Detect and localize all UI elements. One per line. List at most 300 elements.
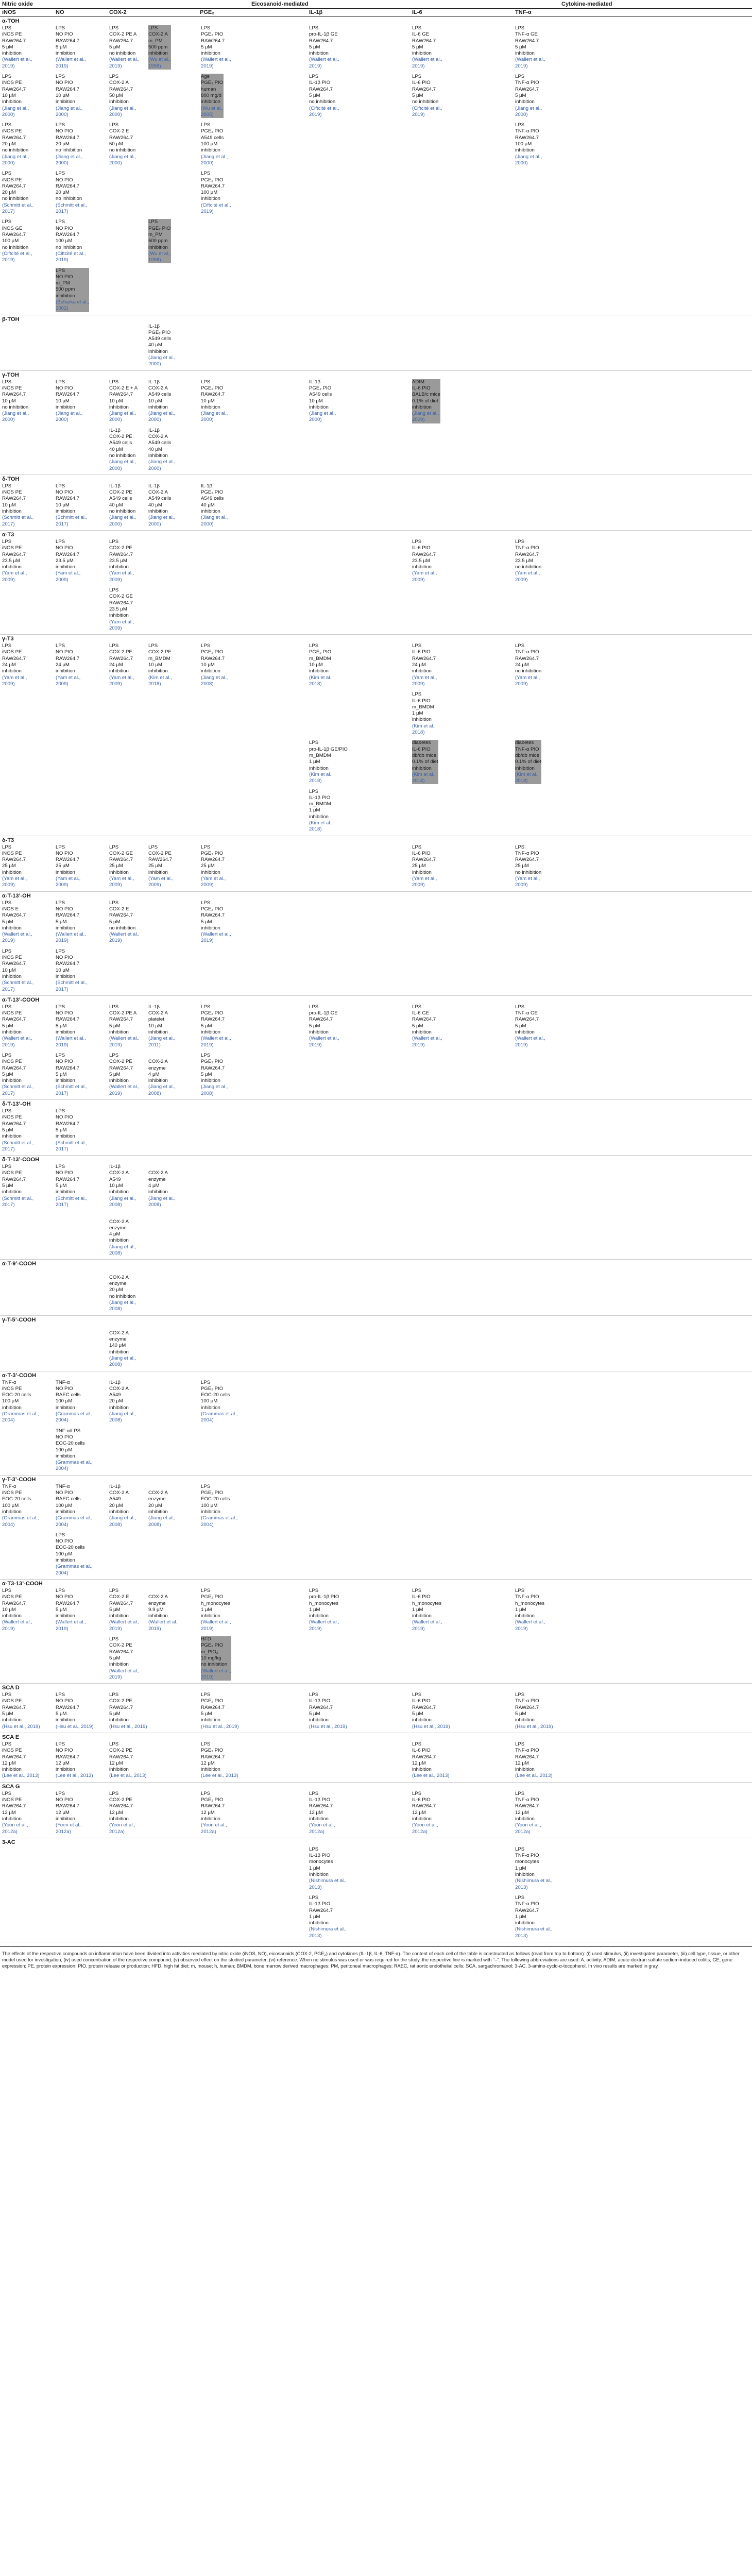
cell-line: LPS bbox=[56, 171, 65, 177]
reference-link[interactable]: 2000) bbox=[201, 160, 214, 166]
cell-line: RAW264.7 bbox=[412, 655, 436, 662]
cell-line: 10 mg/kg bbox=[201, 1655, 221, 1661]
reference-link[interactable]: 2012a) bbox=[412, 1828, 428, 1835]
cell-line: LPS bbox=[201, 25, 211, 31]
reference-link[interactable]: 2000) bbox=[309, 417, 322, 423]
reference-link[interactable]: (Wallert et al., bbox=[201, 1668, 231, 1674]
cell-line: 12 μM bbox=[201, 1760, 215, 1766]
reference-link[interactable]: (Jiang et al., bbox=[56, 411, 83, 417]
reference-link[interactable]: (Wallert et al., bbox=[56, 1619, 86, 1625]
reference-link[interactable]: 2019) bbox=[201, 1625, 214, 1632]
reference-link[interactable]: (Wallert et al., bbox=[309, 1619, 339, 1625]
reference-link[interactable]: 2009) bbox=[515, 681, 528, 687]
cell-line: 20 μM bbox=[109, 1502, 123, 1509]
reference-link[interactable]: (Nishimura et al., bbox=[515, 1878, 553, 1884]
reference-link[interactable]: (Wallert et al., bbox=[148, 1619, 179, 1625]
reference-link[interactable]: 2004) bbox=[56, 1417, 69, 1423]
reference-link[interactable]: 2012a) bbox=[201, 1828, 216, 1835]
reference-link[interactable]: 2017) bbox=[2, 1201, 15, 1208]
reference-link[interactable]: 2005) bbox=[201, 111, 214, 117]
reference-link[interactable]: 2019) bbox=[2, 1042, 15, 1048]
reference-link[interactable]: (Hsu et al., 2019) bbox=[412, 1723, 450, 1730]
reference-link[interactable]: 2009) bbox=[148, 882, 161, 888]
reference-link[interactable]: (Jiang et al., bbox=[148, 1036, 176, 1042]
reference-link[interactable]: (Wallert et al., bbox=[412, 1619, 442, 1625]
reference-link[interactable]: (Wu et al., bbox=[201, 105, 224, 111]
reference-link[interactable]: 2013) bbox=[515, 1933, 528, 1939]
reference-link[interactable]: (Yoon et al., bbox=[2, 1822, 28, 1828]
reference-link[interactable]: (Jiang et al., bbox=[56, 154, 83, 160]
reference-link[interactable]: 2000) bbox=[201, 417, 214, 423]
reference-link[interactable]: 2019) bbox=[2, 257, 15, 263]
reference-link[interactable]: (Yam et al., bbox=[2, 674, 27, 681]
reference-link[interactable]: 2019) bbox=[412, 111, 425, 117]
reference-link[interactable]: 2008) bbox=[109, 1201, 122, 1208]
reference-link[interactable]: (Jiang et al., bbox=[2, 154, 29, 160]
reference-link[interactable]: (Wu et al., bbox=[148, 57, 171, 63]
reference-link[interactable]: 2011) bbox=[148, 1042, 161, 1048]
reference-link[interactable]: (Hsu et al., 2019) bbox=[56, 1723, 94, 1730]
reference-link[interactable]: 2019) bbox=[56, 63, 69, 69]
reference-link[interactable]: 2018) bbox=[148, 681, 161, 687]
reference-link[interactable]: 2019) bbox=[56, 1625, 69, 1632]
reference-link[interactable]: (Grammas et al., bbox=[2, 1411, 39, 1417]
reference-link[interactable]: (Hsu et al., 2019) bbox=[2, 1723, 40, 1730]
reference-link[interactable]: 2000) bbox=[109, 111, 122, 117]
reference-link[interactable]: 2017) bbox=[56, 1090, 69, 1096]
reference-link[interactable]: 2009) bbox=[56, 882, 69, 888]
reference-link[interactable]: 2009) bbox=[412, 417, 425, 423]
reference-link[interactable]: (Jiang et al., bbox=[148, 459, 176, 465]
reference-link[interactable]: (Wallert et al., bbox=[412, 57, 442, 63]
reference-link[interactable]: (Wallert et al., bbox=[56, 57, 86, 63]
reference-link[interactable]: 2000) bbox=[2, 160, 15, 166]
reference-link[interactable]: (Jiang et al., bbox=[201, 411, 228, 417]
reference-link[interactable]: 2009) bbox=[515, 577, 528, 583]
reference-link[interactable]: 2000) bbox=[109, 465, 122, 471]
reference-link[interactable]: 2019) bbox=[412, 1042, 425, 1048]
reference-link[interactable]: 2018) bbox=[412, 778, 425, 784]
reference-link[interactable]: (Wallert et al., bbox=[201, 57, 231, 63]
table-cell bbox=[148, 1004, 175, 1048]
reference-link[interactable]: (Yam et al., bbox=[56, 674, 81, 681]
reference-link[interactable]: 2008) bbox=[201, 681, 214, 687]
reference-link[interactable]: 2019) bbox=[2, 1625, 15, 1632]
reference-link[interactable]: 2000) bbox=[56, 160, 69, 166]
cell-line: IL-1β bbox=[201, 483, 213, 489]
table-cell bbox=[109, 1741, 147, 1780]
reference-link[interactable]: 2004) bbox=[2, 1417, 15, 1423]
reference-link[interactable]: 2009) bbox=[412, 882, 425, 888]
reference-link[interactable]: (Jiang et al., bbox=[309, 411, 336, 417]
reference-link[interactable]: (Grammas et al., bbox=[56, 1460, 93, 1466]
reference-link[interactable]: 2018) bbox=[412, 730, 425, 736]
reference-link[interactable]: 2017) bbox=[2, 521, 15, 527]
reference-link[interactable]: (Yam et al., bbox=[515, 876, 540, 882]
reference-link[interactable]: (Wallert et al., bbox=[201, 1036, 231, 1042]
reference-link[interactable]: (Wallert et al., bbox=[201, 1619, 231, 1625]
reference-link[interactable]: 2009) bbox=[56, 681, 69, 687]
reference-link[interactable]: 2002) bbox=[56, 306, 69, 312]
reference-link[interactable]: (Lee et al., 2013) bbox=[515, 1773, 553, 1779]
reference-link[interactable]: (Wallert et al., bbox=[56, 1036, 86, 1042]
reference-link[interactable]: (Jiang et al., bbox=[148, 1195, 176, 1201]
reference-link[interactable]: (Yam et al., bbox=[109, 619, 134, 625]
reference-link[interactable]: (Lee et al., 2013) bbox=[56, 1773, 93, 1779]
reference-link[interactable]: (Jiang et al., bbox=[109, 1195, 136, 1201]
reference-link[interactable]: 2009) bbox=[412, 681, 425, 687]
reference-link[interactable]: (Ciftcité et al., bbox=[412, 105, 442, 111]
reference-link[interactable]: (Kim et al., bbox=[309, 674, 333, 681]
reference-link[interactable]: 2009) bbox=[56, 577, 69, 583]
reference-link[interactable]: 2000) bbox=[2, 111, 15, 117]
reference-link[interactable]: (Jiang et al., bbox=[148, 411, 176, 417]
reference-link[interactable]: 2008) bbox=[201, 1090, 214, 1096]
reference-link[interactable]: (Grammas et al., bbox=[56, 1515, 93, 1521]
cell-line: RAW264.7 bbox=[412, 551, 436, 557]
reference-link[interactable]: (Yam et al., bbox=[515, 570, 540, 577]
reference-link[interactable]: (Wallert et al., bbox=[109, 1036, 140, 1042]
reference-link[interactable]: 2018) bbox=[309, 826, 322, 833]
reference-link[interactable]: (Jiang et al., bbox=[148, 515, 176, 521]
cell-line: 10 μM bbox=[56, 92, 70, 98]
reference-link[interactable]: (Yam et al., bbox=[412, 876, 437, 882]
reference-link[interactable]: (Jiang et al., bbox=[109, 1411, 136, 1417]
reference-link[interactable]: 2013) bbox=[309, 1933, 322, 1939]
reference-link[interactable]: 2009) bbox=[2, 577, 15, 583]
reference-link[interactable]: (Wallert et al., bbox=[56, 931, 86, 938]
reference-link[interactable]: 2019) bbox=[309, 1625, 322, 1632]
reference-link[interactable]: 2000) bbox=[109, 417, 122, 423]
reference-link[interactable]: (Grammas et al., bbox=[56, 1411, 93, 1417]
reference-link[interactable]: 2009) bbox=[2, 882, 15, 888]
reference-link[interactable]: 2019) bbox=[201, 63, 214, 69]
reference-link[interactable]: 2019) bbox=[412, 63, 425, 69]
reference-link[interactable]: 2000) bbox=[148, 465, 161, 471]
reference-link[interactable]: (Wallert et al., bbox=[515, 1036, 545, 1042]
reference-link[interactable]: (Schmitt et al., bbox=[2, 202, 34, 208]
reference-link[interactable]: 2000) bbox=[2, 417, 15, 423]
reference-link[interactable]: 2017) bbox=[2, 986, 15, 992]
reference-link[interactable]: 2017) bbox=[2, 1146, 15, 1152]
section-rule bbox=[0, 1155, 752, 1156]
reference-link[interactable]: 2000) bbox=[148, 361, 161, 367]
reference-link[interactable]: (Lee et al., 2013) bbox=[412, 1773, 450, 1779]
reference-link[interactable]: (Lee et al., 2013) bbox=[109, 1773, 147, 1779]
reference-link[interactable]: (Yam et al., bbox=[412, 674, 437, 681]
reference-link[interactable]: 2000) bbox=[148, 417, 161, 423]
reference-link[interactable]: 2009) bbox=[109, 625, 122, 631]
cell-line: 5 μM bbox=[109, 1023, 121, 1029]
reference-link[interactable]: (Schmitt et al., bbox=[56, 515, 88, 521]
reference-link[interactable]: 2012a) bbox=[309, 1828, 324, 1835]
reference-link[interactable]: (Hsu et al., 2019) bbox=[515, 1723, 553, 1730]
reference-link[interactable]: (Wallert et al., bbox=[109, 57, 140, 63]
reference-link[interactable]: 2004) bbox=[2, 1521, 15, 1528]
reference-link[interactable]: (Jiang et al., bbox=[109, 105, 136, 111]
reference-link[interactable]: (Jiang et al., bbox=[109, 411, 136, 417]
reference-link[interactable]: (Nishimura et al., bbox=[515, 1926, 553, 1933]
reference-link[interactable]: 2004) bbox=[56, 1466, 69, 1472]
reference-link[interactable]: (Jiang et al., bbox=[201, 1084, 228, 1090]
reference-link[interactable]: (Jiang et al., bbox=[109, 515, 136, 521]
reference-link[interactable]: 2017) bbox=[56, 1201, 69, 1208]
reference-link[interactable]: 2009) bbox=[412, 577, 425, 583]
reference-link[interactable]: 2017) bbox=[56, 986, 69, 992]
cell-line: RAEC cells bbox=[56, 1392, 81, 1398]
reference-link[interactable]: (Wu et al., bbox=[148, 250, 171, 257]
reference-link[interactable]: (Schmitt et al., bbox=[56, 1195, 88, 1201]
reference-link[interactable]: 2000) bbox=[201, 521, 214, 527]
reference-link[interactable]: 2019) bbox=[2, 63, 15, 69]
reference-link[interactable]: (Jiang et al., bbox=[148, 1084, 176, 1090]
reference-link[interactable]: 2019) bbox=[201, 938, 214, 944]
reference-link[interactable]: (Jiang et al., bbox=[148, 355, 176, 361]
reference-link[interactable]: (Jiang et al., bbox=[109, 1299, 136, 1306]
reference-link[interactable]: 2019) bbox=[201, 1674, 214, 1680]
reference-link[interactable]: (Kim et al., bbox=[412, 771, 436, 777]
reference-link[interactable]: 2019) bbox=[56, 257, 69, 263]
reference-link[interactable]: (Yam et al., bbox=[109, 674, 134, 681]
reference-link[interactable]: (Yam et al., bbox=[412, 570, 437, 577]
reference-link[interactable]: 2019) bbox=[515, 1042, 528, 1048]
reference-link[interactable]: (Schmitt et al., bbox=[2, 1195, 34, 1201]
reference-link[interactable]: (Yam et al., bbox=[148, 876, 174, 882]
reference-link[interactable]: (Wallert et al., bbox=[515, 1619, 545, 1625]
reference-link[interactable]: 2012a) bbox=[56, 1828, 71, 1835]
cell-line: LPS bbox=[2, 900, 12, 906]
reference-link[interactable]: (Wallert et al., bbox=[2, 931, 32, 938]
reference-link[interactable]: 2019) bbox=[109, 1042, 122, 1048]
reference-link[interactable]: 2008) bbox=[109, 1250, 122, 1257]
reference-link[interactable]: (Wallert et al., bbox=[2, 1036, 32, 1042]
reference-link[interactable]: 2017) bbox=[2, 1090, 15, 1096]
reference-link[interactable]: (Grammas et al., bbox=[201, 1515, 238, 1521]
reference-link[interactable]: (Hsu et al., 2019) bbox=[109, 1723, 147, 1730]
reference-link[interactable]: 2000) bbox=[148, 521, 161, 527]
reference-link[interactable]: (Beharka et al., bbox=[56, 299, 90, 305]
reference-link[interactable]: 2018) bbox=[515, 778, 528, 784]
reference-link[interactable]: 2019) bbox=[109, 1090, 122, 1096]
reference-link[interactable]: 2008) bbox=[148, 1201, 161, 1208]
section-title: γ-T-5’-COOH bbox=[2, 1316, 36, 1323]
reference-link[interactable]: 2008) bbox=[109, 1417, 122, 1423]
reference-link[interactable]: (Yam et al., bbox=[515, 674, 540, 681]
reference-link[interactable]: (Schmitt et al., bbox=[2, 515, 34, 521]
reference-link[interactable]: 2019) bbox=[56, 938, 69, 944]
reference-link[interactable]: 2019) bbox=[109, 1674, 122, 1680]
reference-link[interactable]: (Yoon et al., bbox=[201, 1822, 227, 1828]
reference-link[interactable]: 2018) bbox=[309, 778, 322, 784]
reference-link[interactable]: 2000) bbox=[109, 160, 122, 166]
reference-link[interactable]: (Jiang et al., bbox=[515, 105, 542, 111]
reference-link[interactable]: (Yam et al., bbox=[56, 876, 81, 882]
reference-link[interactable]: (Nishimura et al., bbox=[309, 1878, 347, 1884]
reference-link[interactable]: (Jiang et al., bbox=[515, 154, 542, 160]
reference-link[interactable]: 2019) bbox=[109, 63, 122, 69]
reference-link[interactable]: (Jiang et al., bbox=[109, 459, 136, 465]
reference-link[interactable]: 2008) bbox=[148, 1521, 161, 1528]
cell-line: 10 μM bbox=[309, 662, 323, 668]
reference-link[interactable]: (Yoon et al., bbox=[109, 1822, 135, 1828]
reference-link[interactable]: (Jiang et al., bbox=[201, 154, 228, 160]
reference-link[interactable]: (Grammas et al., bbox=[56, 1564, 93, 1570]
reference-link[interactable]: 2019) bbox=[412, 1625, 425, 1632]
reference-link[interactable]: (Hsu et al., 2019) bbox=[201, 1723, 239, 1730]
reference-link[interactable]: (Lee et al., 2013) bbox=[2, 1773, 40, 1779]
reference-link[interactable]: (Wallert et al., bbox=[109, 1619, 140, 1625]
reference-link[interactable]: (Wallert et al., bbox=[309, 1036, 339, 1042]
reference-link[interactable]: 2009) bbox=[109, 681, 122, 687]
reference-link[interactable]: 2008) bbox=[109, 1306, 122, 1312]
reference-link[interactable]: (Schmitt et al., bbox=[56, 1084, 88, 1090]
reference-link[interactable]: (Jiang et al., bbox=[412, 411, 439, 417]
reference-link[interactable]: 2018) bbox=[309, 681, 322, 687]
reference-link[interactable]: (Kim et al., bbox=[412, 723, 436, 729]
reference-link[interactable]: (Hsu et al., 2019) bbox=[309, 1723, 347, 1730]
reference-link[interactable]: 2019) bbox=[56, 1042, 69, 1048]
reference-link[interactable]: (Wallert et al., bbox=[2, 1619, 32, 1625]
reference-link[interactable]: (Schmitt et al., bbox=[56, 202, 88, 208]
reference-link[interactable]: (Yam et al., bbox=[2, 570, 27, 577]
reference-link[interactable]: (Schmitt et al., bbox=[2, 980, 34, 986]
cell-line: RAW264.7 bbox=[515, 38, 539, 44]
reference-link[interactable]: (Yam et al., bbox=[109, 570, 134, 577]
cell-line: 5 μM bbox=[201, 44, 212, 50]
reference-link[interactable]: 2019) bbox=[109, 1625, 122, 1632]
cell-line: iNOS PE bbox=[2, 489, 22, 496]
reference-link[interactable]: (Schmitt et al., bbox=[2, 1084, 34, 1090]
reference-link[interactable]: 2019) bbox=[201, 209, 214, 215]
reference-link[interactable]: (Yam et al., bbox=[109, 876, 134, 882]
reference-link[interactable]: 2019) bbox=[109, 938, 122, 944]
reference-link[interactable]: (Jiang et al., bbox=[109, 154, 136, 160]
reference-link[interactable]: (Jiang et al., bbox=[148, 1515, 176, 1521]
reference-link[interactable]: (Schmitt et al., bbox=[56, 1140, 88, 1146]
reference-link[interactable]: 2019) bbox=[201, 1042, 214, 1048]
reference-link[interactable]: (Schmitt et al., bbox=[56, 980, 88, 986]
reference-link[interactable]: 2019) bbox=[2, 938, 15, 944]
cell-line: LPS bbox=[201, 1692, 211, 1698]
reference-link[interactable]: (Yoon et al., bbox=[515, 1822, 541, 1828]
reference-link[interactable]: 2004) bbox=[201, 1417, 214, 1423]
reference-link[interactable]: 2019) bbox=[515, 1625, 528, 1632]
reference-link[interactable]: 2012a) bbox=[109, 1828, 125, 1835]
reference-link[interactable]: (Wallert et al., bbox=[201, 931, 231, 938]
reference-link[interactable]: (Jiang et al., bbox=[56, 105, 83, 111]
reference-link[interactable]: 2004) bbox=[56, 1521, 69, 1528]
reference-link[interactable]: 2000) bbox=[56, 417, 69, 423]
reference-link[interactable]: 2008) bbox=[109, 1521, 122, 1528]
table-cell bbox=[109, 74, 136, 118]
reference-link[interactable]: (Ciftcité et al., bbox=[56, 250, 86, 257]
reference-link[interactable]: (Kim et al., bbox=[309, 820, 333, 826]
reference-link[interactable]: (Lee et al., 2013) bbox=[201, 1773, 238, 1779]
reference-link[interactable]: 2019) bbox=[148, 1625, 161, 1632]
reference-link[interactable]: 2000) bbox=[109, 521, 122, 527]
reference-link[interactable]: (Wallert et al., bbox=[2, 57, 32, 63]
reference-link[interactable]: (Kim et al., bbox=[148, 674, 172, 681]
reference-link[interactable]: (Jiang et al., bbox=[109, 1515, 136, 1521]
reference-link[interactable]: 2017) bbox=[56, 1146, 69, 1152]
reference-link[interactable]: 2017) bbox=[56, 521, 69, 527]
reference-link[interactable]: (Ciftcité et al., bbox=[201, 202, 231, 208]
reference-link[interactable]: 2019) bbox=[309, 1042, 322, 1048]
reference-link[interactable]: (Jiang et al., bbox=[109, 1244, 136, 1250]
reference-link[interactable]: (Yoon et al., bbox=[309, 1822, 335, 1828]
cell-line: 5 μM bbox=[201, 1071, 212, 1077]
reference-link[interactable]: (Ciftcité et al., bbox=[309, 105, 339, 111]
reference-link[interactable]: (Wallert et al., bbox=[109, 931, 140, 938]
reference-link[interactable]: (Yoon et al., bbox=[412, 1822, 438, 1828]
reference-link[interactable]: 2009) bbox=[515, 882, 528, 888]
table-cell bbox=[201, 1053, 228, 1097]
cell-line: PGE₂ PIO bbox=[309, 649, 332, 655]
reference-link[interactable]: 2012a) bbox=[515, 1828, 531, 1835]
table-cell bbox=[2, 1004, 32, 1048]
reference-link[interactable]: 2009) bbox=[201, 882, 214, 888]
reference-link[interactable]: 2008) bbox=[148, 1090, 161, 1096]
reference-link[interactable]: (Jiang et al., bbox=[2, 105, 29, 111]
reference-link[interactable]: (Yam et al., bbox=[56, 570, 81, 577]
reference-link[interactable]: (Wallert et al., bbox=[109, 1668, 140, 1674]
cell-line: LPS bbox=[2, 1790, 12, 1797]
reference-link[interactable]: (Wallert et al., bbox=[412, 1036, 442, 1042]
cell-line: COX-2 E + A bbox=[109, 385, 138, 391]
reference-link[interactable]: 2009) bbox=[109, 577, 122, 583]
cell-line: 5 μM bbox=[2, 44, 13, 50]
reference-link[interactable]: (Grammas et al., bbox=[2, 1515, 39, 1521]
reference-link[interactable]: 2000) bbox=[515, 160, 528, 166]
reference-link[interactable]: (Jiang et al., bbox=[201, 515, 228, 521]
reference-link[interactable]: 2009) bbox=[109, 882, 122, 888]
reference-link[interactable]: 2004) bbox=[56, 1570, 69, 1576]
reference-link[interactable]: (Yam et al., bbox=[2, 876, 27, 882]
cell-line: inhibition bbox=[148, 1189, 168, 1195]
reference-link[interactable]: 2012a) bbox=[2, 1828, 18, 1835]
reference-link[interactable]: 2019) bbox=[309, 63, 322, 69]
reference-link[interactable]: 2017) bbox=[2, 209, 15, 215]
reference-link[interactable]: 1998) bbox=[148, 63, 161, 69]
reference-link[interactable]: (Kim et al., bbox=[309, 771, 333, 777]
reference-link[interactable]: (Kim et al., bbox=[515, 771, 539, 777]
reference-link[interactable]: (Grammas et al., bbox=[201, 1411, 238, 1417]
reference-link[interactable]: (Ciftcité et al., bbox=[2, 250, 32, 257]
reference-link[interactable]: (Jiang et al., bbox=[201, 674, 228, 681]
reference-link[interactable]: 2000) bbox=[56, 111, 69, 117]
reference-link[interactable]: (Jiang et al., bbox=[109, 1355, 136, 1361]
reference-link[interactable]: 2013) bbox=[309, 1884, 322, 1890]
cell-line: 50 μM bbox=[109, 141, 123, 147]
reference-link[interactable]: 2019) bbox=[515, 63, 528, 69]
reference-link[interactable]: 2009) bbox=[2, 681, 15, 687]
reference-link[interactable]: 1998) bbox=[148, 257, 161, 263]
reference-link[interactable]: (Schmitt et al., bbox=[2, 1140, 34, 1146]
reference-link[interactable]: (Wallert et al., bbox=[109, 1084, 140, 1090]
reference-link[interactable]: 2004) bbox=[201, 1521, 214, 1528]
reference-link[interactable]: 2008) bbox=[109, 1362, 122, 1368]
reference-link[interactable]: 2013) bbox=[515, 1884, 528, 1890]
reference-link[interactable]: 2000) bbox=[515, 111, 528, 117]
reference-link[interactable]: 2017) bbox=[56, 209, 69, 215]
reference-link[interactable]: (Wallert et al., bbox=[309, 57, 339, 63]
reference-link[interactable]: (Yoon et al., bbox=[56, 1822, 82, 1828]
reference-link[interactable]: (Wallert et al., bbox=[515, 57, 545, 63]
reference-link[interactable]: 2019) bbox=[309, 111, 322, 117]
reference-link[interactable]: (Jiang et al., bbox=[2, 411, 29, 417]
reference-link[interactable]: (Nishimura et al., bbox=[309, 1926, 347, 1933]
reference-link[interactable]: (Yam et al., bbox=[201, 876, 226, 882]
